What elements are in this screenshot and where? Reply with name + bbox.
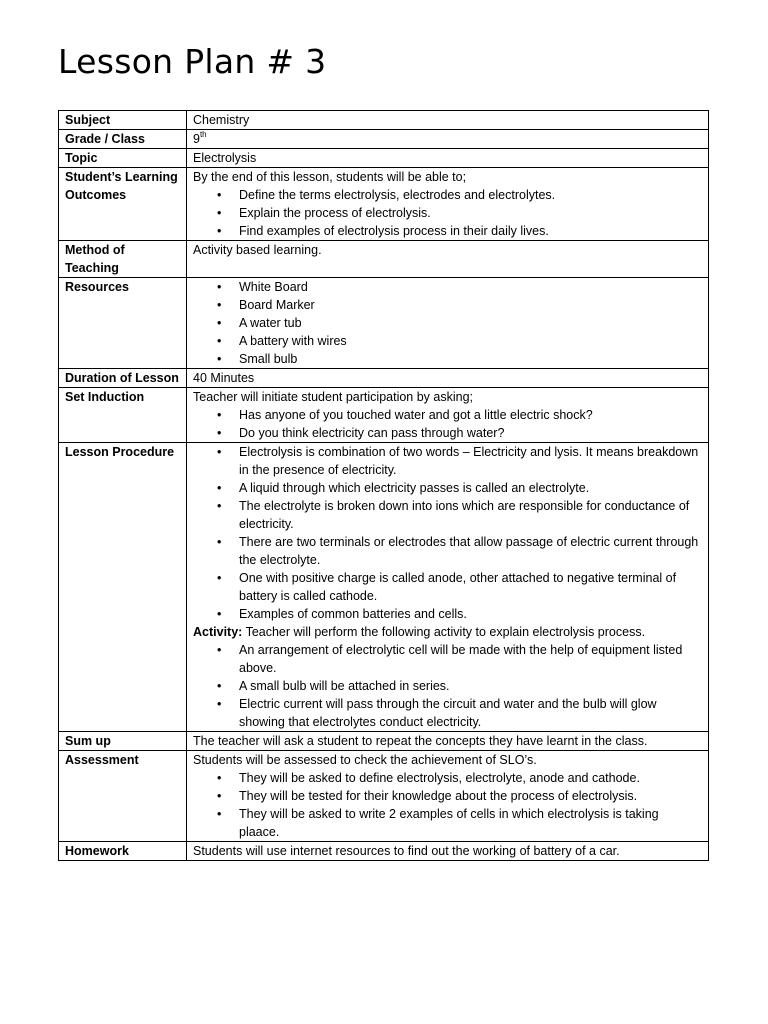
table-row xyxy=(59,443,709,732)
row-label: Sum up xyxy=(59,732,187,751)
activity-label: Activity: xyxy=(193,625,243,639)
row-value xyxy=(187,751,709,842)
list-item: • Find examples of electrolysis process in their daily lives. xyxy=(239,222,702,240)
row-label: Homework xyxy=(59,842,187,861)
list-item: • Board Marker xyxy=(239,296,702,314)
row-value: Chemistry xyxy=(187,111,709,130)
row-label: Duration of Lesson xyxy=(59,369,187,388)
slo-intro: By the end of this lesson, students will be able to; xyxy=(193,170,467,184)
list-item: • A small bulb will be attached in series. xyxy=(239,677,702,695)
page-title: Lesson Plan # 3 xyxy=(58,42,327,81)
table-row xyxy=(59,241,709,278)
row-value xyxy=(187,388,709,443)
grade-number: 9 xyxy=(193,132,200,146)
table-row xyxy=(59,149,709,168)
list-item: • Define the terms electrolysis, electrodes and electrolytes. xyxy=(239,186,702,204)
procedure-list xyxy=(193,443,702,623)
resources-list xyxy=(193,278,702,368)
row-value: 40 Minutes xyxy=(187,369,709,388)
list-item: • A liquid through which electricity passes is called an electrolyte. xyxy=(239,479,702,497)
table-row xyxy=(59,168,709,241)
row-value xyxy=(187,168,709,241)
row-label: Student’s Learning Outcomes xyxy=(59,168,187,241)
list-item: • They will be asked to write 2 examples of cells in which electrolysis is taking plaace. xyxy=(239,805,702,841)
row-label: Set Induction xyxy=(59,388,187,443)
row-value xyxy=(187,443,709,732)
list-item: • A battery with wires xyxy=(239,332,702,350)
list-item: • Do you think electricity can pass through water? xyxy=(239,424,702,442)
row-value xyxy=(187,278,709,369)
table-row xyxy=(59,130,709,149)
lesson-plan-table xyxy=(58,110,709,861)
table-row xyxy=(59,732,709,751)
assessment-intro: Students will be assessed to check the achievement of SLO’s. xyxy=(193,753,537,767)
row-label: Assessment xyxy=(59,751,187,842)
list-item: • Explain the process of electrolysis. xyxy=(239,204,702,222)
list-item: • The electrolyte is broken down into ions which are responsible for conductance of electricity. xyxy=(239,497,702,533)
row-label: Topic xyxy=(59,149,187,168)
list-item: • Has anyone of you touched water and got a little electric shock? xyxy=(239,406,702,424)
list-item: • Electrolysis is combination of two words – Electricity and lysis. It means breakdown in the presence of electricity. xyxy=(239,443,702,479)
row-value: Students will use internet resources to find out the working of battery of a car. xyxy=(187,842,709,861)
set-induction-list xyxy=(193,406,702,442)
list-item: • They will be tested for their knowledge about the process of electrolysis. xyxy=(239,787,702,805)
row-label: Resources xyxy=(59,278,187,369)
activity-list xyxy=(193,641,702,731)
table-row xyxy=(59,388,709,443)
row-label: Grade / Class xyxy=(59,130,187,149)
list-item: • One with positive charge is called anode, other attached to negative terminal of battery is called cathode. xyxy=(239,569,702,605)
row-value: Activity based learning. xyxy=(187,241,709,278)
list-item: • There are two terminals or electrodes that allow passage of electric current through the electrolyte. xyxy=(239,533,702,569)
row-label: Subject xyxy=(59,111,187,130)
row-label: Lesson Procedure xyxy=(59,443,187,732)
activity-text: Teacher will perform the following activity to explain electrolysis process. xyxy=(242,625,646,639)
list-item: • They will be asked to define electrolysis, electrolyte, anode and cathode. xyxy=(239,769,702,787)
list-item: • A water tub xyxy=(239,314,702,332)
row-value: The teacher will ask a student to repeat the concepts they have learnt in the class. xyxy=(187,732,709,751)
list-item: • Electric current will pass through the circuit and water and the bulb will glow showing that electrolytes conduct electricity. xyxy=(239,695,702,731)
table-row xyxy=(59,751,709,842)
table-row xyxy=(59,369,709,388)
row-label: Method of Teaching xyxy=(59,241,187,278)
row-value xyxy=(187,130,709,149)
activity-paragraph xyxy=(193,623,702,641)
slo-list xyxy=(193,186,702,240)
grade-superscript: th xyxy=(199,130,207,139)
table-row xyxy=(59,842,709,861)
row-value: Electrolysis xyxy=(187,149,709,168)
table-row xyxy=(59,111,709,130)
table-row xyxy=(59,278,709,369)
list-item: • An arrangement of electrolytic cell will be made with the help of equipment listed above. xyxy=(239,641,702,677)
list-item: • Small bulb xyxy=(239,350,702,368)
list-item: • Examples of common batteries and cells. xyxy=(239,605,702,623)
set-induction-intro: Teacher will initiate student participation by asking; xyxy=(193,390,474,404)
assessment-list xyxy=(193,769,702,841)
list-item: • White Board xyxy=(239,278,702,296)
